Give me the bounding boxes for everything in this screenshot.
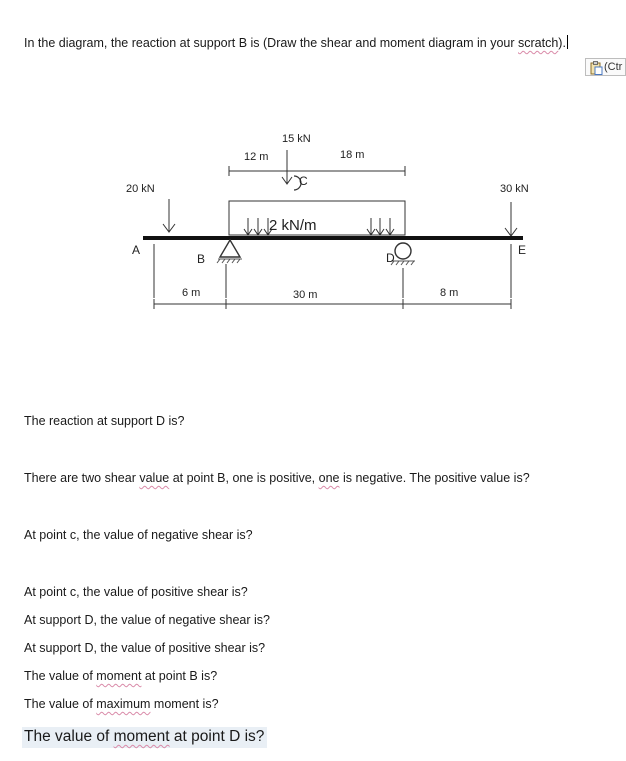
question-moment-b: The value of moment at point B is? (24, 669, 218, 683)
beam-diagram (118, 126, 538, 326)
load-20kn-label: 20 kN (126, 183, 155, 195)
question-moment-d: The value of moment at point D is? (22, 727, 267, 748)
distributed-load-label: 2 kN/m (269, 217, 317, 234)
point-c-label: C (299, 174, 308, 188)
question-support-d: The reaction at support D is? (24, 414, 185, 428)
question-neg-shear-d: At support D, the value of negative shear is? (24, 613, 270, 627)
text-cursor (567, 35, 568, 49)
load-c-label: 15 kN (282, 133, 311, 145)
point-b-label: B (197, 252, 206, 266)
question-pos-shear-d: At support D, the value of positive shear is? (24, 641, 266, 655)
question-text: In the diagram, the reaction at support B is (Draw the shear and moment diagram in your scratch). (24, 36, 566, 50)
dim-30m-label: 30 m (293, 289, 318, 301)
point-d-label: D (386, 251, 395, 265)
dim-18m-label: 18 m (340, 149, 365, 161)
spellcheck-word[interactable]: one (318, 471, 340, 485)
dim-8m-label: 8 m (440, 287, 459, 299)
question-shear-b: There are two shear value at point B, one is positive, one is negative. The positive value is? (24, 471, 530, 485)
question-pos-shear-c: At point c, the value of positive shear is? (24, 585, 248, 599)
paste-options-button[interactable]: (Ctr (585, 58, 626, 76)
load-30kn-label: 30 kN (500, 183, 529, 195)
spellcheck-word[interactable]: moment (96, 669, 142, 683)
question-neg-shear-c: At point c, the value of negative shear is? (24, 528, 253, 542)
spellcheck-word[interactable]: maximum (96, 697, 151, 711)
point-e-label: E (518, 243, 527, 257)
clipboard-icon (589, 61, 603, 75)
dim-6m-label: 6 m (182, 287, 201, 299)
dim-12m-label: 12 m (244, 151, 269, 163)
question-max-moment: The value of maximum moment is? (24, 697, 219, 711)
spellcheck-word[interactable]: moment (113, 728, 170, 745)
spellcheck-word[interactable]: scratch (518, 36, 559, 50)
spellcheck-word[interactable]: value (139, 471, 170, 485)
point-a-label: A (132, 243, 141, 257)
